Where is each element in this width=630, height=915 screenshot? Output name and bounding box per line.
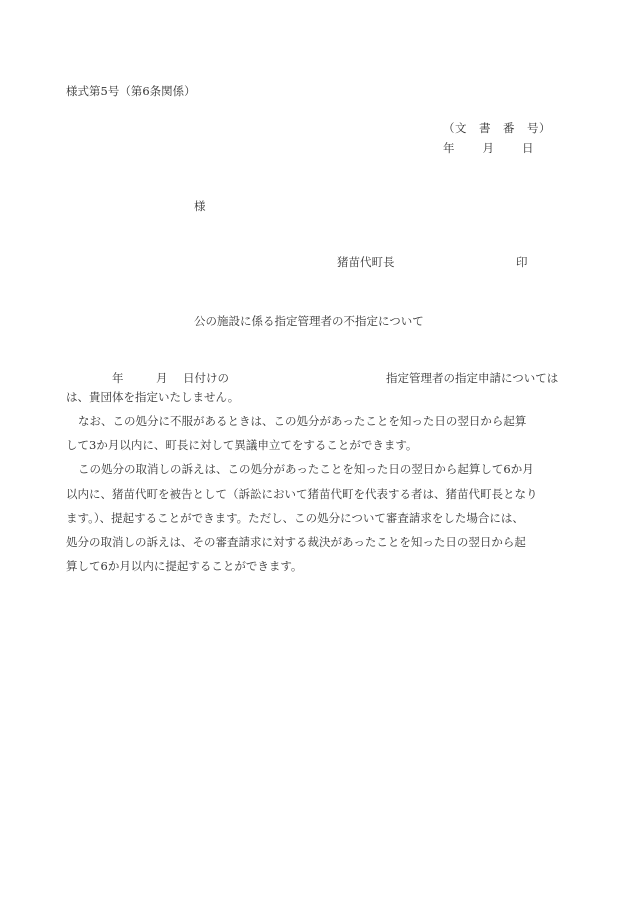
- body-year: 年: [112, 371, 124, 385]
- document-number: （文 書 番 号）: [443, 121, 551, 135]
- date-month: 月: [482, 141, 494, 155]
- document-date: [443, 141, 534, 155]
- sender-name: 猪苗代町長: [337, 255, 395, 269]
- body-day-suffix: 日付けの: [183, 371, 229, 385]
- body-line-7: ます。）、提起することができます。ただし、この処分について審査請求をした場合には、: [66, 511, 524, 525]
- body-month: 月: [156, 371, 168, 385]
- date-day: 日: [522, 141, 534, 155]
- body-line-3: なお、この処分に不服があるときは、この処分があったことを知った日の翌日から起算: [78, 414, 527, 428]
- body-application-text: 指定管理者の指定申請については: [386, 371, 559, 385]
- body-line-6: 以内に、猪苗代町を被告として（訴訟において猪苗代町を代表する者は、猪苗代町長となり: [66, 487, 538, 501]
- body-line-5: この処分の取消しの訴えは、この処分があったことを知った日の翌日から起算して6か月: [78, 462, 534, 476]
- addressee-honorific: 様: [194, 199, 206, 213]
- form-label: 様式第5号（第6条関係）: [66, 84, 196, 98]
- body-line-4: して3か月以内に、町長に対して異議申立てをすることができます。: [66, 438, 418, 452]
- body-line-8: 処分の取消しの訴えは、その審査請求に対する裁決があったことを知った日の翌日から起: [66, 535, 526, 549]
- body-line-9: 算して6か月以内に提起することができます。: [66, 559, 303, 573]
- date-year: 年: [443, 141, 455, 155]
- seal-mark: 印: [516, 255, 528, 269]
- body-line-2: は、貴団体を指定いたしません。: [66, 390, 240, 404]
- subject-title: 公の施設に係る指定管理者の不指定について: [194, 314, 424, 328]
